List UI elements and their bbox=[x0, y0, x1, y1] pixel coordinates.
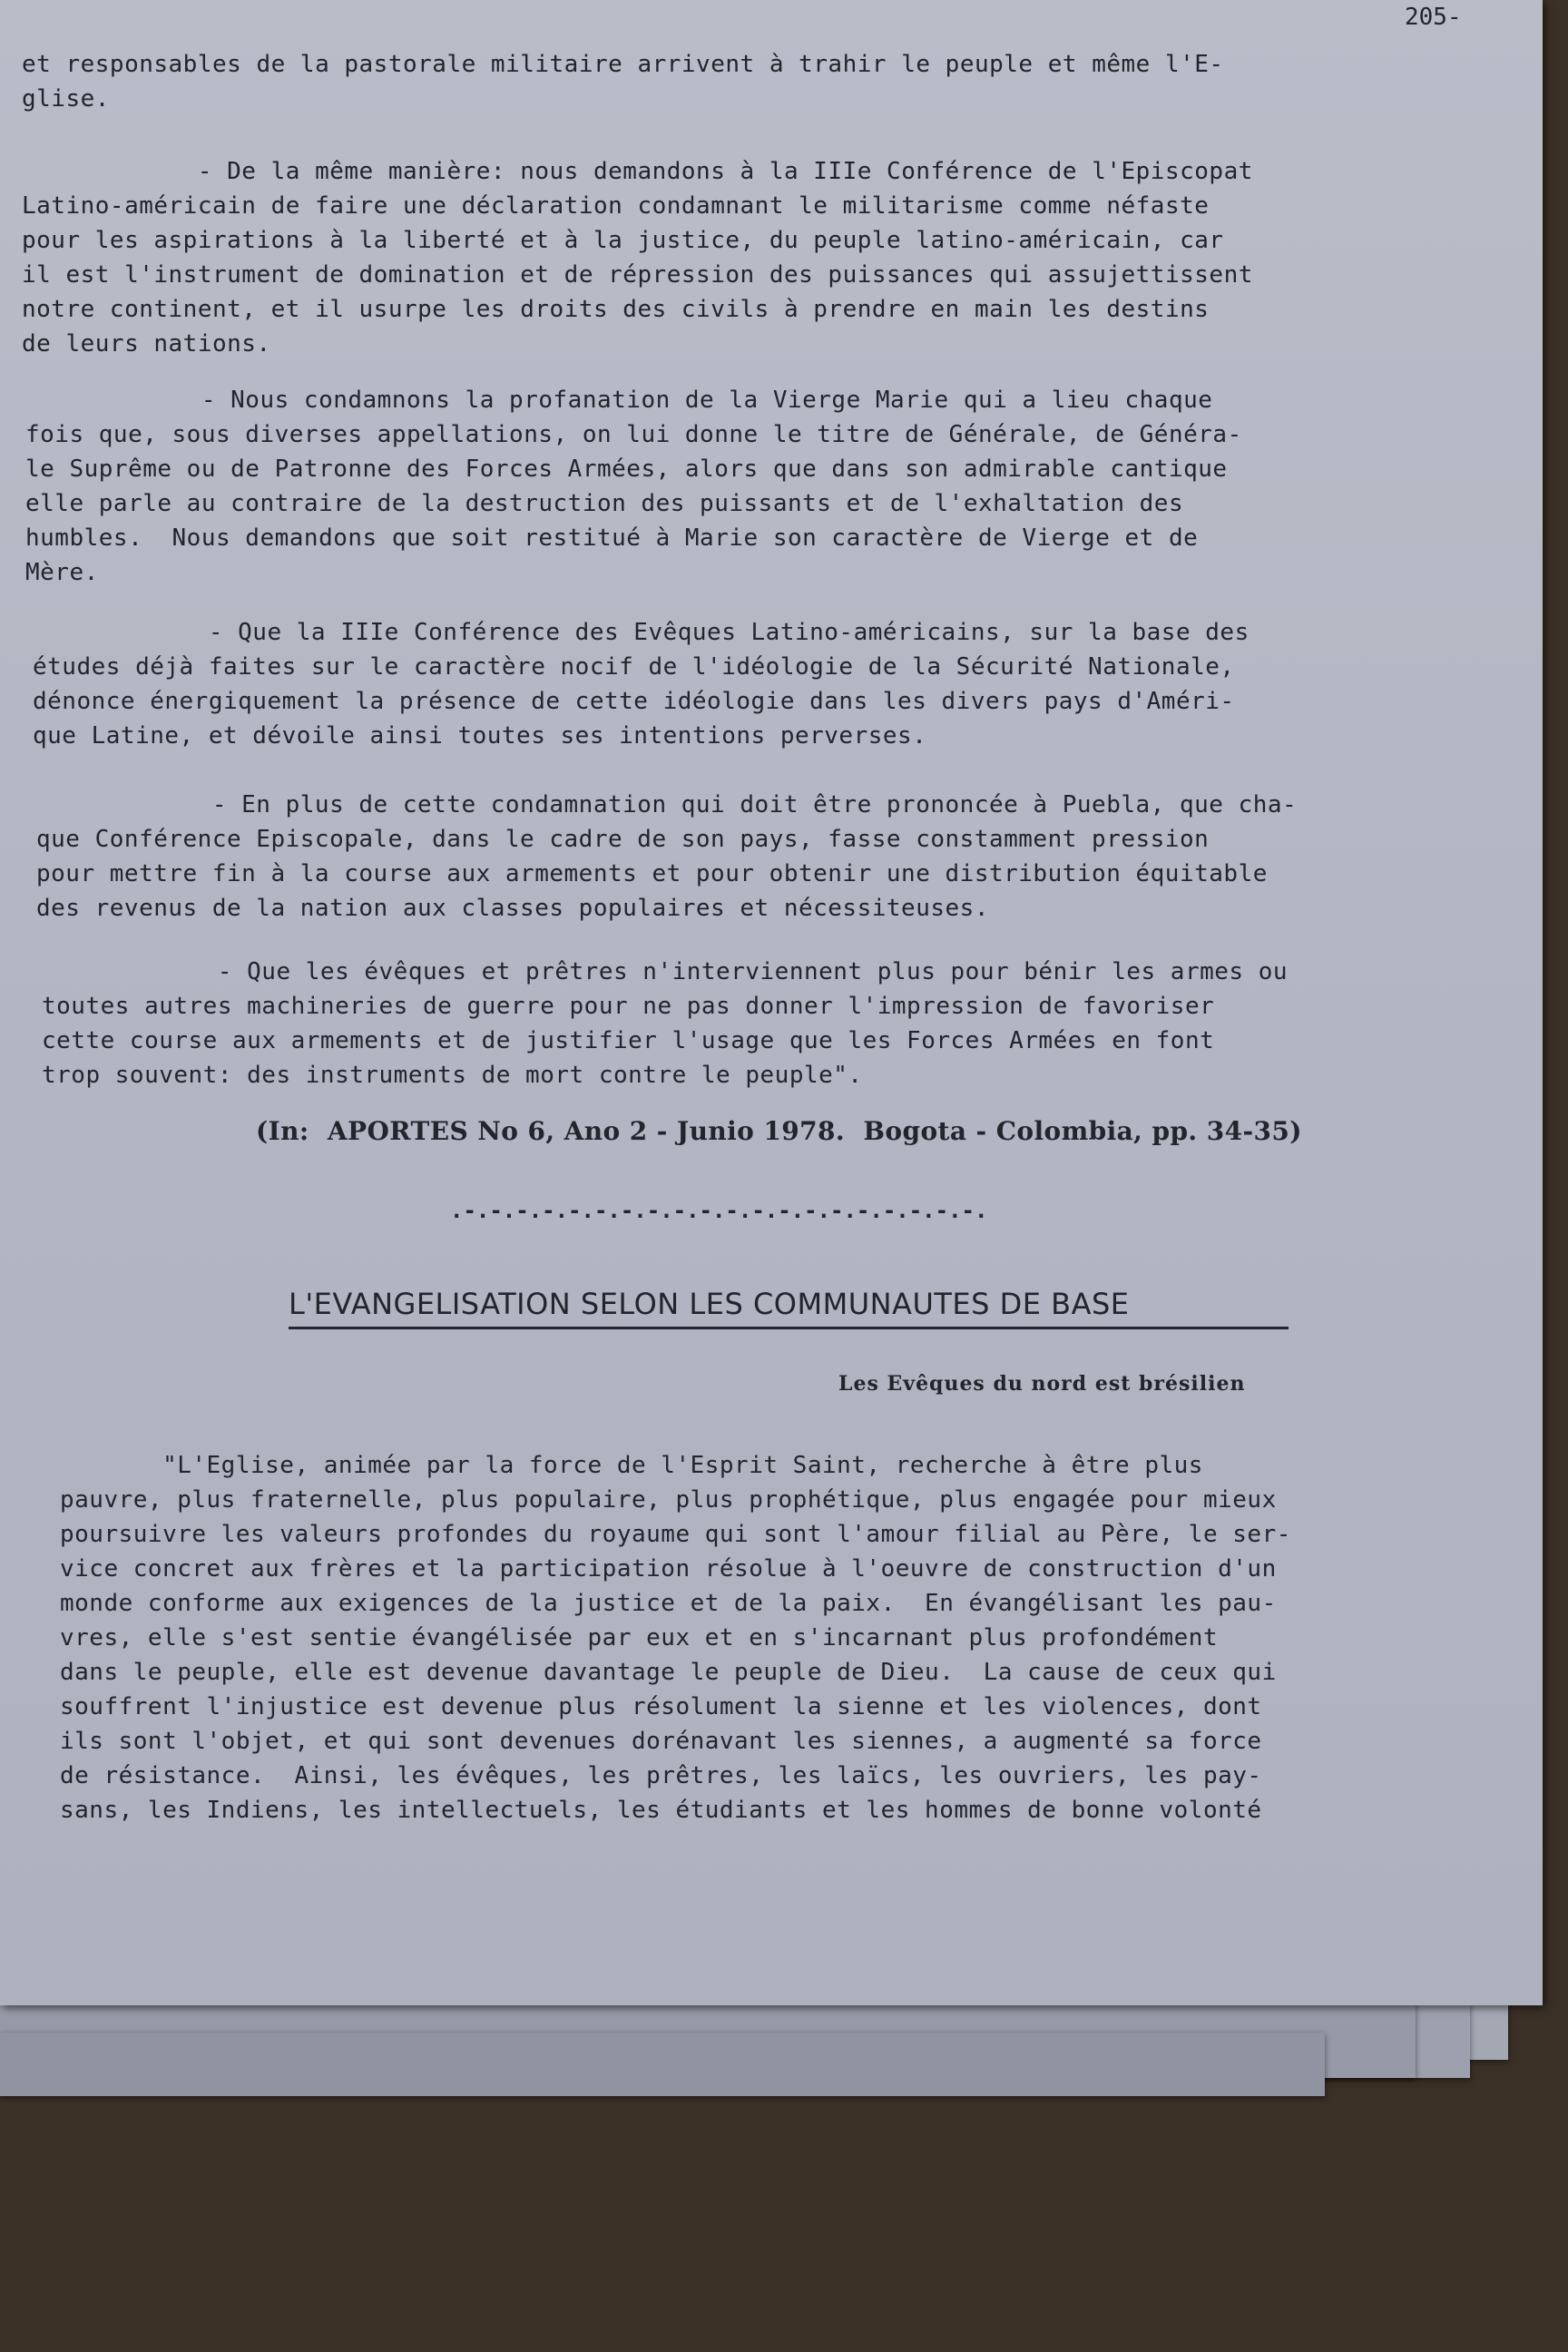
paragraph-evangelisation: "L'Eglise, animée par la force de l'Esprit Saint, recherche à être plus pauvre, plus fraternelle, plus populaire, plus prophétique, plus engagée pour mieux poursuivre les valeurs profondes du royaume qui sont l'amour filial au Père, le ser- vice concret aux frères et la participation résolue à l'oeuvre de construction d'un monde conforme aux exigences de la justice et de la paix. En évangélisant les pau- vres, elle s'est sentie évangélisée par eux et en s'incarnant plus profondément dans le peuple, elle est devenue davantage le peuple de Dieu. La cause de ceux qui souffrent l'injustice est devenue plus résolument la sienne et les violences, dont ils sont l'objet, et qui sont devenues dorénavant les siennes, a augmenté sa force de résistance. Ainsi, les évêques, les prêtres, les laïcs, les ouvriers, les pay- sans, les Indiens, les intellectuels, les étudiants et les hommes de bonne volonté bbox=[60, 1452, 1291, 1824]
paragraph-virgin-mary: - Nous condamnons la profanation de la Vierge Marie qui a lieu chaque fois que, sous diverses appellations, on lui donne le titre de Générale, de Généra- le Suprême ou de Patronne des Forces Armées, alors que dans son admirable cantique elle parle au contraire de la destruction des puissants et de l'exhaltation des humbles. Nous demandons que soit restitué à Marie son caractère de Vierge et de Mère. bbox=[25, 387, 1242, 586]
heading-underline bbox=[289, 1327, 1289, 1329]
section-byline: Les Evêques du nord est brésilien bbox=[838, 1372, 1246, 1396]
section-heading: L'EVANGELISATION SELON LES COMMUNAUTES DE BASE bbox=[289, 1287, 1130, 1321]
citation: (In: APORTES No 6, Ano 2 - Junio 1978. Bogota - Colombia, pp. 34-35) bbox=[256, 1116, 1302, 1146]
paragraph-militarism: - De la même manière: nous demandons à la IIIe Conférence de l'Episcopat Latino-américain de faire une déclaration condamnant le militarisme comme néfaste pour les aspirations à la liberté et à la justice, du peuple latino-américain, car il est l'instrument de domination et de répression des puissances qui assujettissent notre continent, et il usurpe les droits des civils à prendre en main les destins de leurs nations. bbox=[22, 158, 1253, 358]
paragraph-continuation: et responsables de la pastorale militaire arrivent à trahir le peuple et même l'E- glise. bbox=[22, 51, 1224, 113]
paragraph-national-security: - Que la IIIe Conférence des Evêques Latino-américains, sur la base des études déjà faites sur le caractère nocif de l'idéologie de la Sécurité Nationale, dénonce énergiquement la présence de cette idéologie dans les divers pays d'Améri- que Latine, et dévoile ainsi toutes ses intentions perverses. bbox=[33, 619, 1250, 750]
section-separator: .-.-.-.-.-.-.-.-.-.-.-.-.-.-.-.-.-.-.-.-. bbox=[450, 1198, 988, 1223]
paragraph-arms-race: - En plus de cette condamnation qui doit être prononcée à Puebla, que cha- que Conférence Episcopale, dans le cadre de son pays, fasse constamment pression pour mettre fin à la course aux armements et pour obtenir une distribution équitable des revenus de la nation aux classes populaires et nécessiteuses. bbox=[36, 791, 1298, 922]
underlying-sheet bbox=[0, 2033, 1325, 2096]
page-number: 205- bbox=[1405, 4, 1462, 31]
paragraph-blessing-arms: - Que les évêques et prêtres n'interviennent plus pour bénir les armes ou toutes autres machineries de guerre pour ne pas donner l'impression de favoriser cette course aux armements et de justifier l'usage que les Forces Armées en font trop souvent: des instruments de mort contre le peuple". bbox=[42, 958, 1289, 1089]
